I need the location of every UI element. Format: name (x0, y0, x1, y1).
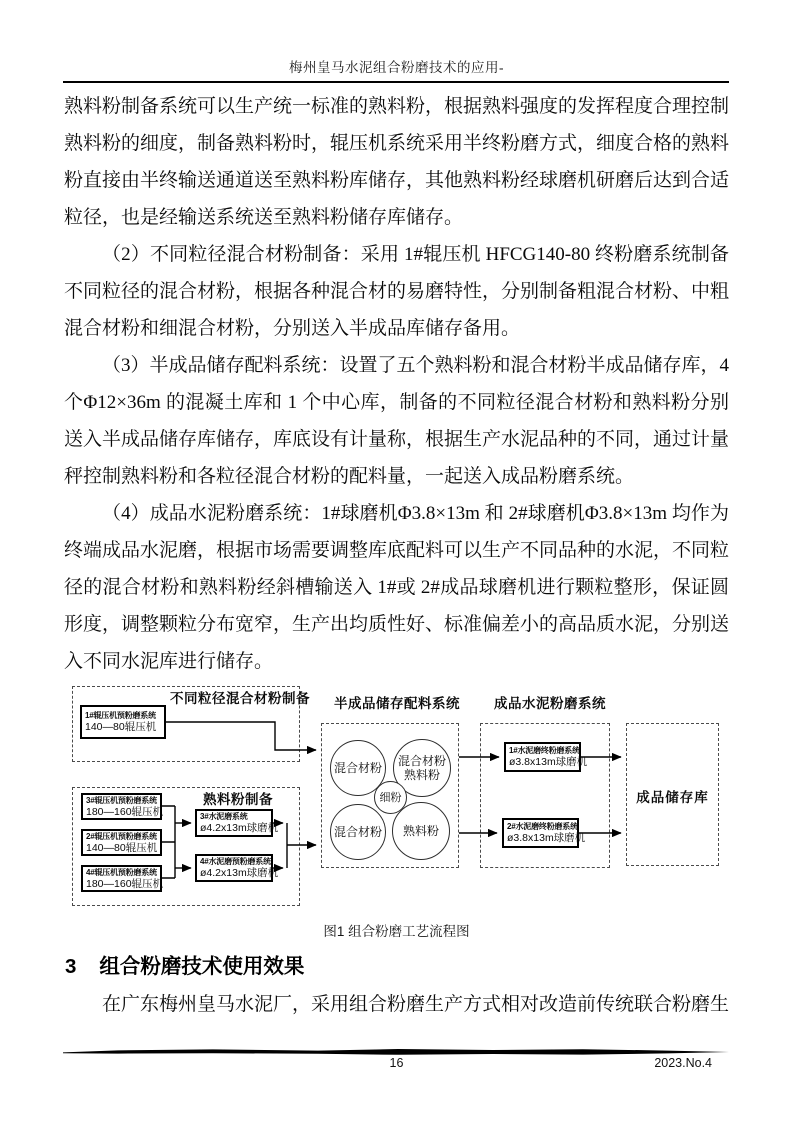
header-rule (63, 81, 729, 83)
section-3-heading (65, 949, 304, 979)
group-semi-finished-storage-title: 半成品储存配料系统 (334, 696, 460, 711)
running-head-title: 梅州皇马水泥组合粉磨技术的应用- (289, 60, 504, 75)
paragraph-clinker-prep: 熟料粉制备系统可以生产统一标准的熟料粉，根据熟料强度的发挥程度合理控制熟料粉的细度，制备熟料粉时，辊压机系统采用半终粉磨方式，细度合格的熟料粉直接由半终输送通道送至熟料粉库储存，其他熟料粉经球磨机研磨后达到合适粒径，也是经输送系统送至熟料粉储存库储存。 (64, 96, 730, 228)
box-finish-mill-2-name: 2#水泥磨终粉磨系统 (507, 822, 578, 831)
box-cement-mill-3 (195, 809, 279, 837)
box-roller-press-2-name: 2#辊压机预粉磨系统 (86, 831, 157, 841)
section-3-title: 组合粉磨技术使用效果 (99, 955, 305, 978)
box-cement-mill-4 (195, 854, 279, 882)
silo-clinker-powder (392, 802, 450, 860)
paragraph-finish-grinding: （4）成品水泥粉磨系统：1#球磨机Φ3.8×13m 和 2#球磨机Φ3.8×13m 均作为终端成品水泥磨，根据市场需要调整库底配料可以生产不同品种的水泥，不同粒径的混合材粉和熟料粉经斜槽输送入 1#或 2#成品球磨机进行颗粒整形，保证圆形度，调整颗粒分布宽窄，生产出均质性好、标准偏差小的高品质水泥，分别送入不同水泥库进行储存。 (64, 503, 730, 672)
box-roller-press-1-name: 1#辊压机预粉磨系统 (85, 711, 156, 720)
silo-mixed-material-bottom-label: 混合材粉 (333, 825, 382, 839)
issue-number: 2023.No.4 (654, 1056, 712, 1070)
box-roller-press-4-name: 4#辊压机预粉磨系统 (86, 867, 157, 877)
box-finish-mill-2 (502, 818, 586, 848)
paragraph-section-3-intro: 在广东梅州皇马水泥厂，采用组合粉磨生产方式相对改造前传统联合粉磨生 (102, 994, 730, 1015)
box-roller-press-4-model: 180—160辊压机 (86, 877, 164, 890)
box-cement-mill-3-model: ø4.2x13m球磨机 (200, 822, 279, 834)
box-roller-press-1 (80, 705, 166, 739)
silo-fine-powder-label: 细粉 (379, 791, 402, 804)
box-roller-press-2-model: 140—80辊压机 (86, 841, 158, 854)
figure-caption: 图1 组合粉磨工艺流程图 (323, 924, 470, 939)
box-finish-mill-2-model: ø3.8x13m球磨机 (507, 832, 586, 844)
paragraph-storage-batching: （3）半成品储存配料系统：设置了五个熟料粉和混合材粉半成品储存库，4 个Φ12×36m 的混凝土库和 1 个中心库，制备的不同粒径混合材粉和熟料粉分别送入半成品储存库储存，库底设有计量称，根据生产水泥品种的不同，通过计量秤控制熟料粉和各粒径混合材粉的配料量，一起送入成品粉磨系统。 (64, 355, 730, 487)
body-text-block (64, 88, 729, 680)
silo-mixed-material-bottom (330, 804, 386, 860)
silo-mixed-material-top-label: 混合材粉 (333, 761, 382, 775)
box-cement-mill-4-model: ø4.2x13m球磨机 (200, 867, 279, 879)
group-clinker-powder-prep-title: 熟料粉制备 (203, 792, 273, 807)
section-3-number: 3 (65, 955, 77, 978)
page-number: 16 (389, 1056, 404, 1070)
box-finish-mill-1-name: 1#水泥磨终粉磨系统 (509, 746, 580, 755)
box-roller-press-3-name: 3#辊压机预粉磨系统 (86, 795, 157, 805)
group-finished-cement-grinding-title: 成品水泥粉磨系统 (494, 696, 606, 711)
box-cement-mill-3-name: 3#水泥磨系统 (200, 812, 248, 821)
box-roller-press-1-model: 140—80辊压机 (85, 721, 157, 733)
paragraph-mix-powder: （2）不同粒径混合材粉制备：采用 1#辊压机 HFCG140-80 终粉磨系统制备不同粒径的混合材粉，根据各种混合材的易磨特性，分别制备粗混合材粉、中粗混合材粉和细混合材粉，分别送入半成品库储存备用。 (64, 244, 730, 339)
box-roller-press-2 (81, 829, 162, 856)
silo-mixed-and-clinker-label2: 熟料粉 (403, 768, 440, 782)
figure-process-flow-diagram (64, 684, 729, 912)
box-finish-mill-1-model: ø3.8x13m球磨机 (509, 756, 588, 768)
box-finish-mill-1 (504, 742, 588, 772)
silo-clinker-powder-label: 熟料粉 (402, 824, 439, 838)
group-mix-powder-prep-title: 不同粒径混合材粉制备 (170, 691, 310, 706)
box-roller-press-3-model: 180—160辊压机 (86, 805, 164, 818)
product-storage-label: 成品储存库 (636, 790, 709, 805)
box-roller-press-4 (81, 865, 162, 892)
box-cement-mill-4-name: 4#水泥磨预粉磨系统 (200, 857, 271, 866)
silo-mixed-and-clinker-label1: 混合材粉 (397, 754, 446, 768)
box-roller-press-3 (81, 793, 162, 820)
